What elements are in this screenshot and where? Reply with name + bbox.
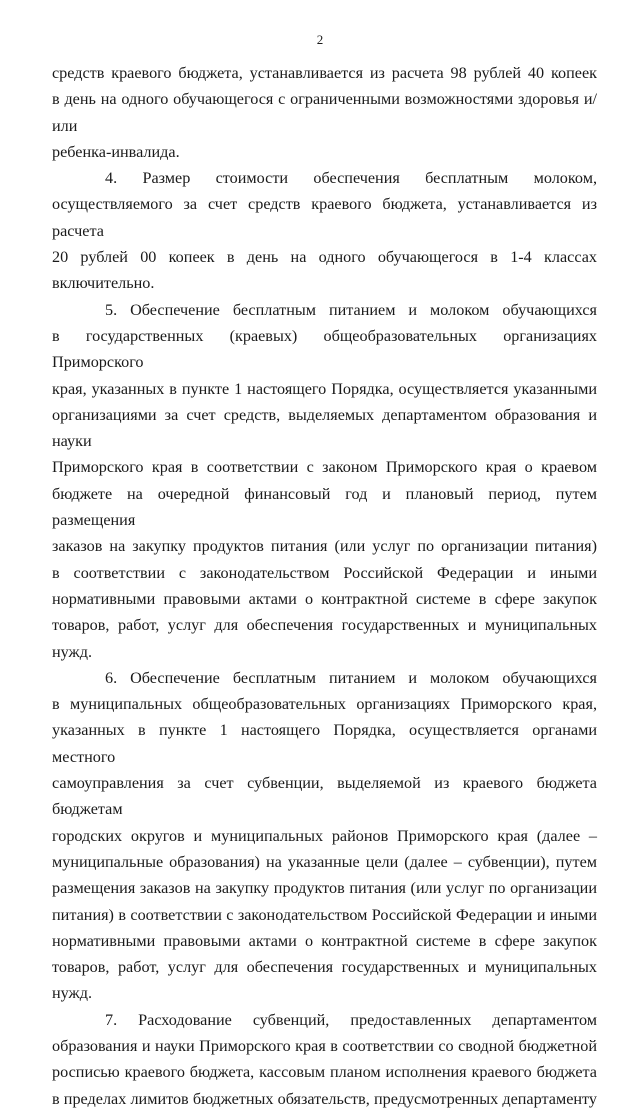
text-line: бюджете на очередной финансовый год и плановый период, путем размещения: [52, 484, 597, 530]
text-line: нормативными правовыми актами о контрактной системе в сфере закупок: [52, 589, 597, 608]
text-line: Приморского края в соответствии с законом Приморского края о краевом: [52, 458, 597, 477]
paragraph-6-line: 6. Обеспечение бесплатным питанием и молоком обучающихся: [105, 668, 597, 687]
text-line: заказов на закупку продуктов питания (или услуг по организации питания): [52, 537, 597, 556]
text-line: в соответствии с законодательством Российской Федерации и иными: [52, 563, 597, 582]
text-line: указанных в пункте 1 настоящего Порядка, осуществляется органами местного: [52, 721, 597, 766]
text-line: организациями за счет средств, выделяемых департаментом образования и науки: [52, 405, 597, 451]
text-line: росписью краевого бюджета, кассовым планом исполнения краевого бюджета: [52, 1063, 597, 1082]
document-body: [52, 60, 597, 1112]
text-line: товаров, работ, услуг для обеспечения государственных и муниципальных нужд.: [52, 616, 597, 661]
text-line: в государственных (краевых) общеобразовательных организациях Приморского: [52, 326, 597, 372]
text-line: в муниципальных общеобразовательных организациях Приморского края,: [52, 695, 597, 714]
paragraph-7-line: 7. Расходование субвенций, предоставленных департаментом: [105, 1010, 597, 1029]
paragraph-5-line: 5. Обеспечение бесплатным питанием и молоком обучающихся: [105, 300, 597, 319]
text-line: в день на одного обучающегося с ограниченными возможностями здоровья и/или: [52, 90, 597, 135]
text-line: нормативными правовыми актами о контрактной системе в сфере закупок: [52, 931, 597, 950]
page-number: 2: [316, 32, 324, 47]
text-line: самоуправления за счет субвенции, выделяемой из краевого бюджета бюджетам: [52, 774, 597, 819]
text-line: края, указанных в пункте 1 настоящего Порядка, осуществляется указанными: [52, 379, 597, 398]
text-line: 20 рублей 00 копеек в день на одного обучающегося в 1-4 классах включительно.: [52, 248, 597, 293]
text-line: осуществляемого за счет средств краевого бюджета, устанавливается из расчета: [52, 195, 597, 240]
text-line: размещения заказов на закупку продуктов питания (или услуг по организации: [52, 879, 597, 898]
text-line: образования и науки Приморского края в соответствии со сводной бюджетной: [52, 1036, 597, 1055]
text-line: городских округов и муниципальных районов Приморского края (далее –: [52, 826, 597, 845]
text-line: ребенка-инвалида.: [52, 142, 180, 161]
text-line: средств краевого бюджета, устанавливается из расчета 98 рублей 40 копеек: [52, 64, 597, 82]
text-line: питания) в соответствии с законодательством Российской Федерации и иными: [52, 905, 597, 924]
text-line: муниципальные образования) на указанные цели (далее – субвенции), путем: [52, 852, 597, 871]
text-line: в пределах лимитов бюджетных обязательств, предусмотренных департаменту: [52, 1089, 597, 1108]
text-line: товаров, работ, услуг для обеспечения государственных и муниципальных нужд.: [52, 958, 597, 1003]
paragraph-4-line: 4. Размер стоимости обеспечения бесплатным молоком,: [105, 169, 597, 188]
